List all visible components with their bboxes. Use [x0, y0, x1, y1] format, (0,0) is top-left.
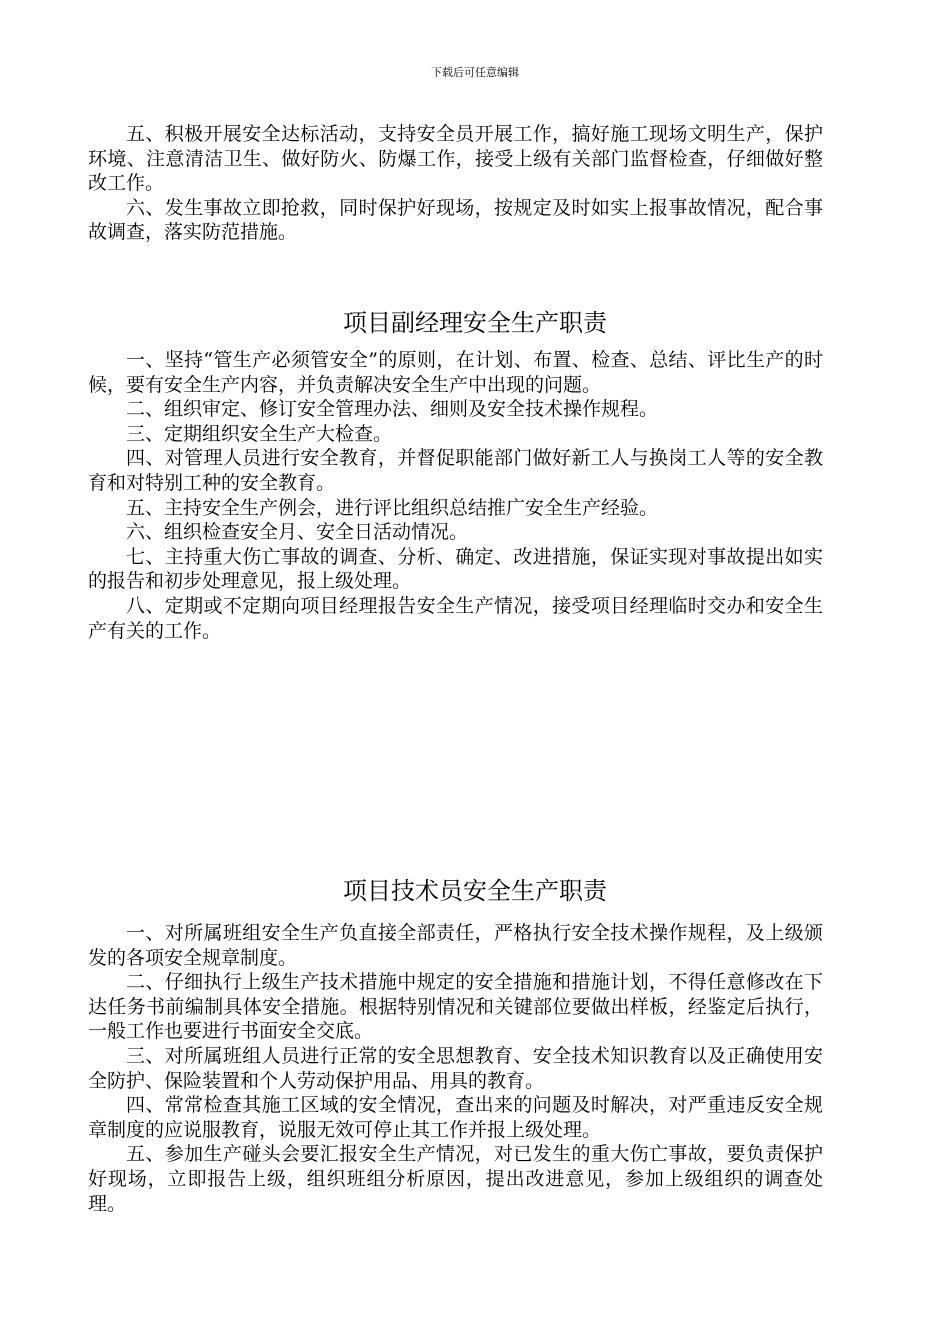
- paragraph: 七、主持重大伤亡事故的调查、分析、确定、改进措施，保证实现对事故提出如实的报告和初步处理意见，报上级处理。: [88, 545, 823, 593]
- paragraph: 二、仔细执行上级生产技术措施中规定的安全措施和措施计划，不得任意修改在下达任务书前编制具体安全措施。根据特别情况和关键部位要做出样板，经鉴定后执行，一般工作也要进行书面安全交底。: [88, 971, 823, 1043]
- paragraph: 四、对管理人员进行安全教育，并督促职能部门做好新工人与换岗工人等的安全教育和对特别工种的安全教育。: [88, 447, 823, 494]
- paragraph: 五、参加生产碰头会要汇报安全生产情况，对已发生的重大伤亡事故，要负责保护好现场，立即报告上级，组织班组分析原因，提出改进意见，参加上级组织的调查处理。: [88, 1143, 823, 1215]
- paragraph: 一、对所属班组安全生产负直接全部责任，严格执行安全技术操作规程，及上级颁发的各项安全规章制度。: [88, 922, 823, 969]
- paragraph: 三、定期组织安全生产大检查。: [126, 422, 393, 445]
- section-tech-body: [88, 921, 823, 1216]
- section-title-technician: 项目技术员安全生产职责: [343, 877, 607, 905]
- paragraph: 五、积极开展安全达标活动，支持安全员开展工作，搞好施工现场文明生产，保护环境、注意清洁卫生、做好防火、防爆工作，接受上级有关部门监督检查，仔细做好整改工作。: [88, 123, 823, 195]
- paragraph: 一、坚持“管生产必须管安全”的原则，在计划、布置、检查、总结、评比生产的时候，要有安全生产内容，并负责解决安全生产中出现的问题。: [88, 349, 823, 396]
- paragraph: 五、主持安全生产例会，进行评比组织总结推广安全生产经验。: [126, 496, 659, 519]
- paragraph: 六、发生事故立即抢救，同时保护好现场，按规定及时如实上报事故情况，配合事故调查，落实防范措施。: [88, 196, 823, 244]
- paragraph: 三、对所属班组人员进行正常的安全思想教育、安全技术知识教育以及正确使用安全防护、保险装置和个人劳动保护用品、用具的教育。: [88, 1044, 823, 1092]
- paragraph: 四、常常检查其施工区域的安全情况，查出来的问题及时解决，对严重违反安全规章制度的应说服教育，说服无效可停止其工作并报上级处理。: [88, 1094, 823, 1141]
- page-header-note: 下载后可任意编辑: [431, 66, 519, 79]
- paragraph: 八、定期或不定期向项目经理报告安全生产情况，接受项目经理临时交办和安全生产有关的工作。: [88, 594, 823, 642]
- section-top-body: [88, 122, 823, 245]
- section-title-deputy-manager: 项目副经理安全生产职责: [343, 309, 607, 337]
- paragraph: 二、组织审定、修订安全管理办法、细则及安全技术操作规程。: [126, 398, 659, 421]
- paragraph: 六、组织检查安全月、安全日活动情况。: [126, 521, 469, 544]
- section-deputy-body: [88, 348, 823, 643]
